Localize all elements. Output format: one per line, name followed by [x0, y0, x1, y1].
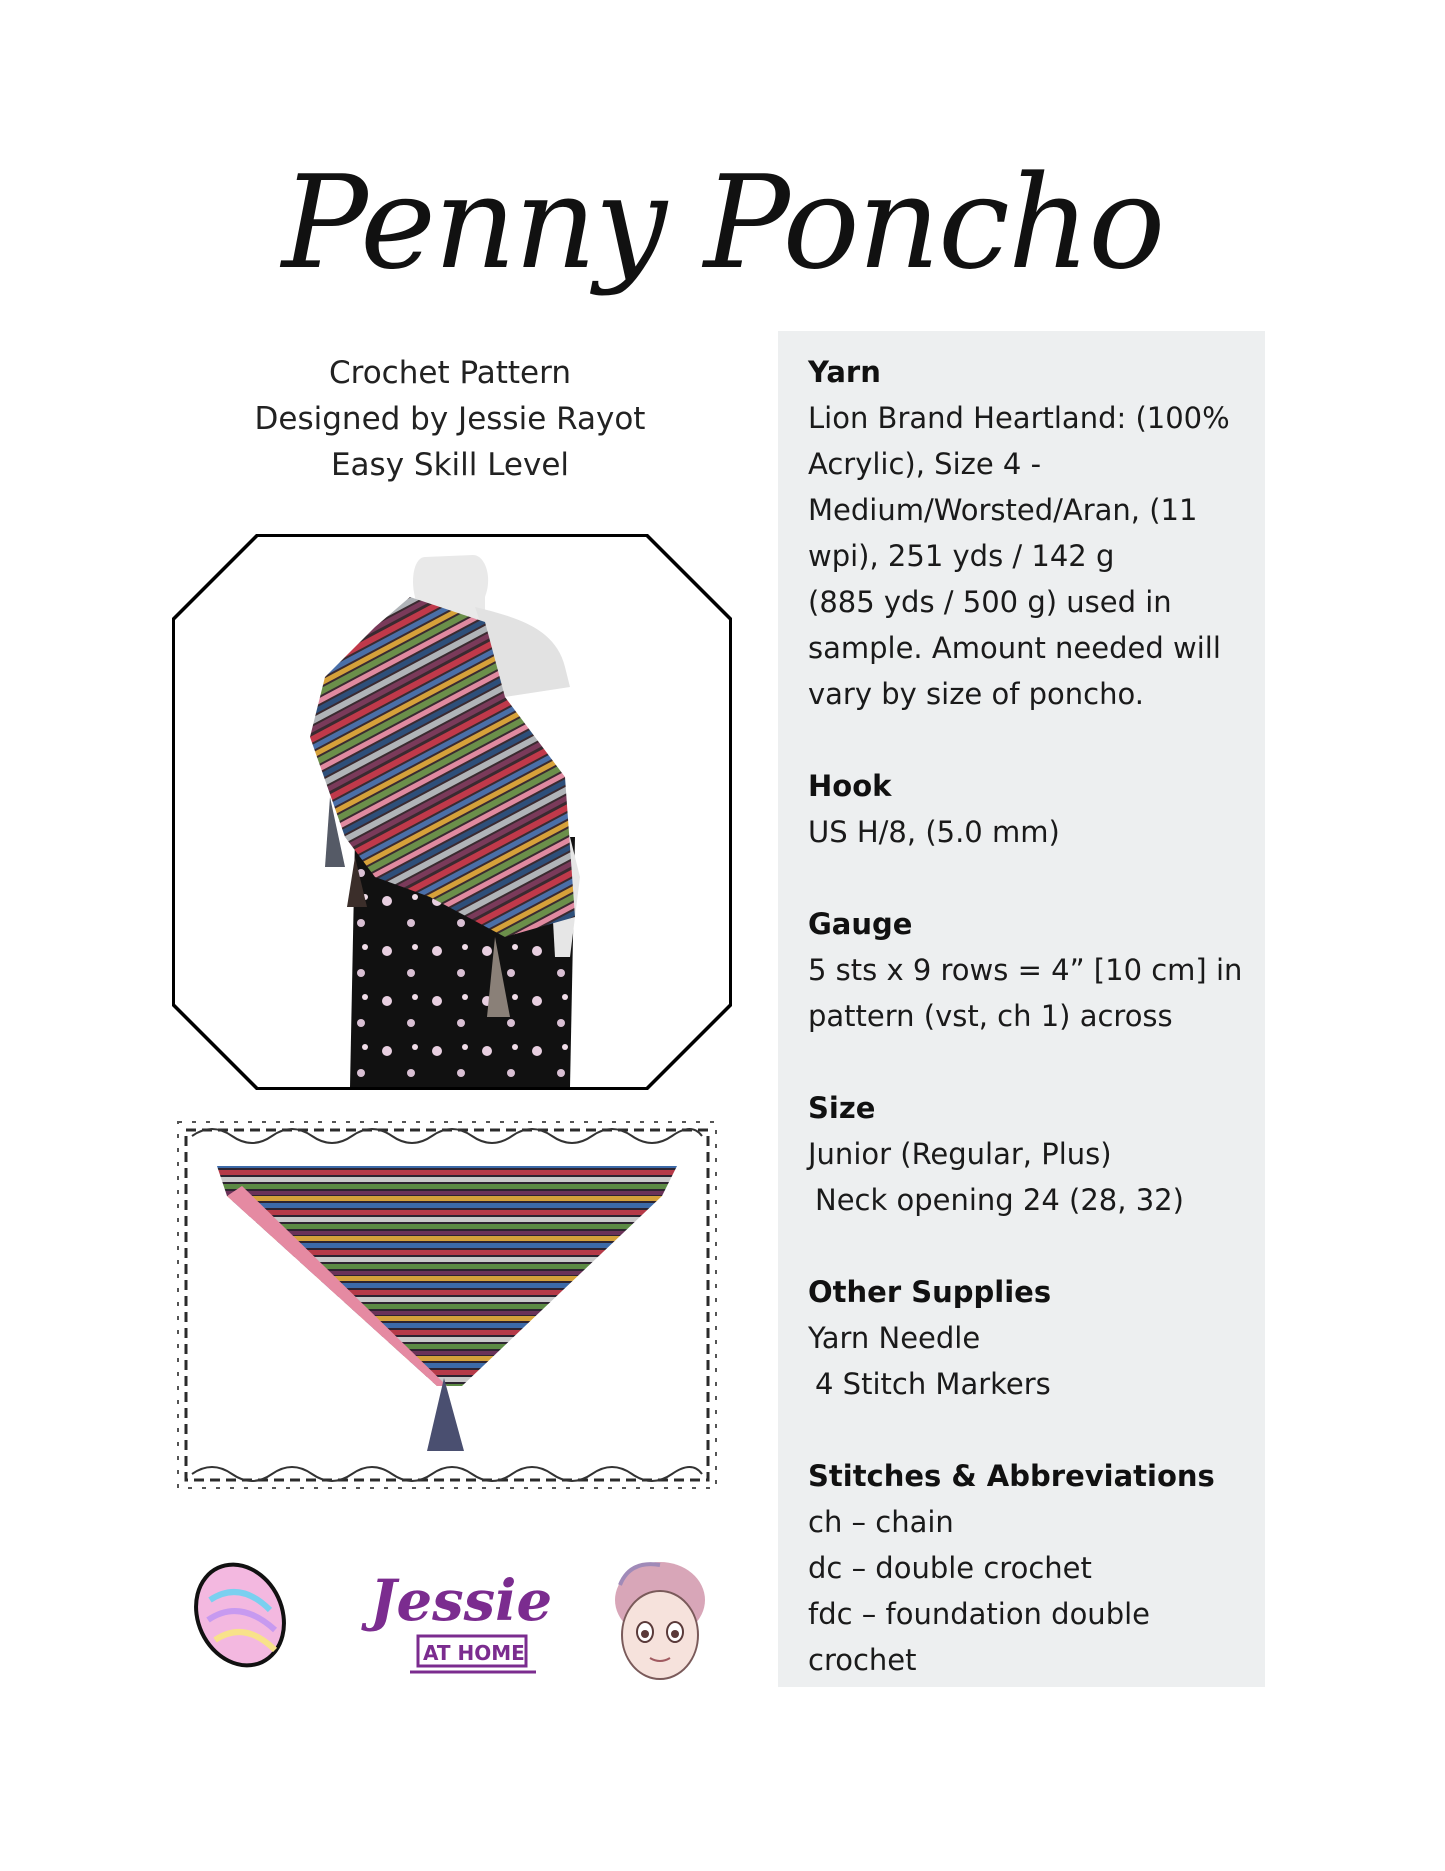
- size-line: Neck opening 24 (28, 32): [815, 1183, 1184, 1217]
- size-line: Junior (Regular, Plus): [808, 1137, 1112, 1171]
- supplies-section: [808, 1269, 1258, 1407]
- yarn-heading: Yarn: [808, 355, 881, 389]
- poncho-photo: [175, 537, 729, 1087]
- stitch-line: dc – double crochet: [808, 1551, 1092, 1585]
- gauge-heading: Gauge: [808, 907, 913, 941]
- hook-heading: Hook: [808, 769, 892, 803]
- skill-level: Easy Skill Level: [330, 447, 570, 483]
- logo-brand-bottom: AT HOME: [423, 1641, 525, 1665]
- yarn-ball-icon: [190, 1550, 300, 1680]
- brand-logos-illustration: [190, 1540, 740, 1690]
- designer-credit: Designed by Jessie Rayot: [254, 401, 646, 437]
- pattern-info: [150, 350, 750, 488]
- info-panel: [778, 331, 1265, 1687]
- yarn-line: Acrylic), Size 4 -: [808, 447, 1042, 481]
- supplies-line: 4 Stitch Markers: [815, 1367, 1051, 1401]
- gauge-line: 5 sts x 9 rows = 4” [10 cm] in: [808, 953, 1243, 987]
- shawl-flat-illustration: [172, 1116, 722, 1494]
- gauge-line: pattern (vst, ch 1) across: [808, 999, 1173, 1033]
- stitch-line: ch – chain: [808, 1505, 954, 1539]
- hook-line: US H/8, (5.0 mm): [808, 815, 1060, 849]
- yarn-line: (885 yds / 500 g) used in: [808, 585, 1172, 619]
- size-heading: Size: [808, 1091, 876, 1125]
- pattern-type: Crochet Pattern: [329, 355, 571, 391]
- designer-avatar: [615, 1562, 705, 1679]
- yarn-line: sample. Amount needed will: [808, 631, 1221, 665]
- yarn-line: vary by size of poncho.: [808, 677, 1144, 711]
- supplies-line: Yarn Needle: [808, 1321, 981, 1355]
- stitch-line: fdc – foundation double: [808, 1597, 1150, 1631]
- hook-section: [808, 763, 1258, 855]
- yarn-line: Medium/Worsted/Aran, (11: [808, 493, 1198, 527]
- supplies-heading: Other Supplies: [808, 1275, 1052, 1309]
- brand-logos: [190, 1540, 740, 1690]
- floral-frame: [172, 1116, 722, 1494]
- gauge-section: [808, 901, 1258, 1039]
- page-title: Penny Poncho: [281, 149, 1164, 298]
- stitch-line: crochet: [808, 1643, 917, 1677]
- size-section: [808, 1085, 1258, 1223]
- logo-brand-top: Jessie: [370, 1568, 553, 1634]
- stitches-heading: Stitches & Abbreviations: [808, 1459, 1215, 1493]
- mannequin-poncho-illustration: [175, 537, 729, 1087]
- yarn-line: Lion Brand Heartland: (100%: [808, 401, 1230, 435]
- poncho-photo-frame: [172, 534, 732, 1090]
- yarn-line: wpi), 251 yds / 142 g: [808, 539, 1115, 573]
- stitches-section: [808, 1453, 1258, 1683]
- yarn-section: [808, 349, 1258, 717]
- jessie-at-home-logo: [361, 1568, 552, 1672]
